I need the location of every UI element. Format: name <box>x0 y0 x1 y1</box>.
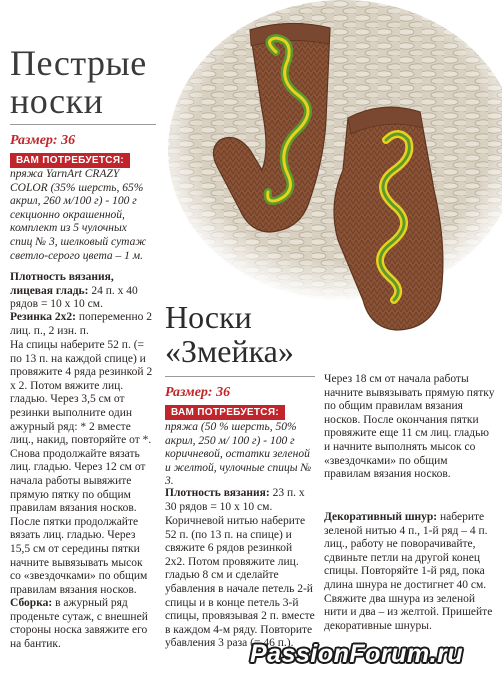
article1-materials: пряжа YarnArt CRAZY COLOR (35% шерсть, 65% акрил, 260 м/100 г) - 100 г секционно окрашенной, комплект из 5 чулочных спиц № 3, шелковый сутаж светло-серого цвета – 1 м. <box>10 168 147 262</box>
article2-cord-text: наберите зеленой нитью 4 п., 1-й ряд – 4 п. лиц., работу не поворачивайте, сдвиньте петли на другой конец спицы. Повторяйте 1-й ряд, пока длина шнура не достигнет 40 см. Свяжите два шнура из зеленой нити и два – из желтой. Пришейте декоративные шнуры. <box>324 511 493 632</box>
article1-density-label: Плотность вязания, лицевая гладь: <box>10 271 114 297</box>
article2-size: Размер: 36 <box>165 385 231 400</box>
article2-density <box>165 487 315 514</box>
article1-rib-label: Резинка 2х2: <box>10 311 77 323</box>
article2-density-label: Плотность вязания: <box>165 487 270 499</box>
watermark: PassionForum.ru <box>250 640 464 668</box>
article1-density-text: 24 п. х 40 рядов = 10 х 10 см. <box>10 284 138 311</box>
socks-illustration <box>158 0 502 338</box>
article1-assembly-text: в ажурный ряд проденьте сутаж, с внешней стороны носка завяжите его на бантик. <box>10 597 148 650</box>
article1-assembly <box>10 597 156 651</box>
article1-density <box>10 271 156 312</box>
article1-title-line1: Пестрые <box>10 43 147 83</box>
article1-rib-text: попеременно 2 лиц. п., 2 изн. п. <box>10 311 152 337</box>
article2-materials: пряжа (50 % шерсть, 50% акрил, 250 м/ 100 г) - 100 г коричневой, остатки зеленой и желтой, чулочные спицы № 3. <box>165 421 312 488</box>
article1-body: На спицы наберите 52 п. (= по 13 п. на каждой спице) и провяжите 4 ряда резинкой 2 х 2. Потом вяжите лиц. гладью. Через 3,5 см от резинки выполните один ажурный ряд: * 2 вместе лиц., накид, повторяйте от *. Снова продолжайте вязать лиц. гладью. Через 12 см от начала работы вывяжите прямую пятку по общим правилам вязания носков. После пятки продолжайте вязать лиц. гладью. Через 15,5 см от середины пятки начните вывязывать мысок со «звездочками» по общим правилам вязания носков. <box>10 339 153 596</box>
article2-body: Коричневой нитью наберите 52 п. (по 13 п. на спице) и свяжите 6 рядов резинкой 2х2. Потом провяжите лиц. гладью 8 см и сделайте убавления в начале петель 2-й спицы и в конце петель 3-й спицы, провязывая 2 п. вместе в каждом 4-м ряду. Повторите убавления 3 раза (= 46 п.). <box>165 515 315 650</box>
article2-density-text: 23 п. х 30 рядов = 10 х 10 см. <box>165 487 305 513</box>
article2-title-line2: «Змейка» <box>165 333 294 369</box>
article2-title-line1: Носки <box>165 299 252 335</box>
divider <box>165 376 315 377</box>
article2-cord <box>324 511 496 633</box>
article1-title-line2: носки <box>10 81 104 121</box>
article2-needs-badge: ВАМ ПОТРЕБУЕТСЯ: <box>165 405 285 420</box>
article1-rib <box>10 311 156 338</box>
article1-assembly-label: Сборка: <box>10 597 53 609</box>
socks-photo <box>158 0 502 338</box>
article2-title <box>165 300 294 368</box>
article1-needs-badge: ВАМ ПОТРЕБУЕТСЯ: <box>10 153 130 168</box>
article2-col3-text: Через 18 см от начала работы начните вывязывать прямую пятку по общим правилам вязания носков. После окончания пятки провяжите еще 11 см лиц. гладью и начните выполнять мысок со «звездочками» по общим правилам вязания носков. <box>324 373 495 481</box>
article1-size: Размер: 36 <box>10 133 76 148</box>
divider <box>10 124 156 125</box>
article2-cord-label: Декоративный шнур: <box>324 511 438 523</box>
article1-title <box>10 44 147 120</box>
